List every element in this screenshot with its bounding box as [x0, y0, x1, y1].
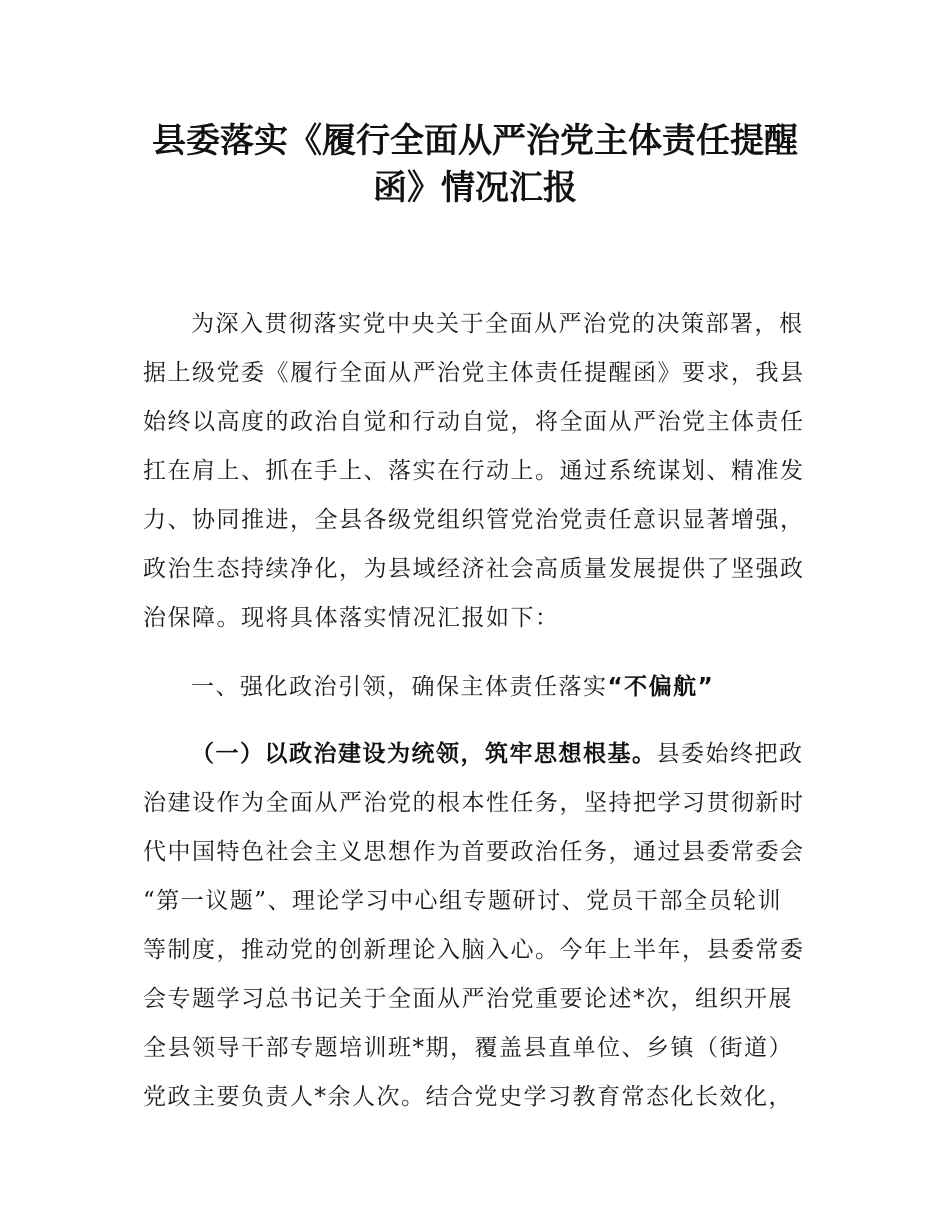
- subsection-line: 党政主要负责人*余人次。结合党史学习教育常态化长效化，: [143, 1084, 793, 1110]
- subsection-line: 治建设作为全面从严治党的根本性任务，坚持把学习贯彻新时: [143, 790, 805, 816]
- subsection-line: “第一议题”、理论学习中心组专题研讨、党员干部全员轮训: [143, 888, 783, 914]
- subsection-first-line: [143, 730, 813, 779]
- document-title-line-1: 县委落实《履行全面从严治党主体责任提醒: [152, 121, 798, 161]
- subsection-line: 等制度，推动党的创新理论入脑入心。今年上半年，县委常委: [143, 937, 805, 963]
- intro-line: 政治生态持续净化，为县域经济社会高质量发展提供了坚强政: [143, 556, 805, 582]
- intro-paragraph: [143, 300, 813, 643]
- section-heading: [143, 663, 813, 712]
- subsection-line: 会专题学习总书记关于全面从严治党重要论述*次，组织开展: [143, 986, 793, 1012]
- subsection-first-line-rest: 县委始终把政: [656, 741, 804, 767]
- subsection-lead-heading: （一）以政治建设为统领，筑牢思想根基。: [191, 741, 657, 767]
- document-title-line-2: 函》情况汇报: [373, 168, 577, 208]
- section-heading-text: 一、强化政治引领，确保主体责任落实: [191, 674, 608, 700]
- intro-line: 始终以高度的政治自觉和行动自觉，将全面从严治党主体责任: [143, 409, 805, 435]
- subsection-line: 代中国特色社会主义思想作为首要政治任务，通过县委常委会: [143, 839, 805, 865]
- intro-line: 据上级党委《履行全面从严治党主体责任提醒函》要求，我县: [143, 360, 805, 386]
- subsection-line: 全县领导干部专题培训班*期，覆盖县直单位、乡镇（街道）: [143, 1035, 793, 1061]
- section-heading-line: [143, 663, 813, 712]
- intro-line: 治保障。现将具体落实情况汇报如下：: [143, 605, 560, 631]
- section-heading-emphasis: “不偏航”: [607, 674, 715, 700]
- intro-line: 扛在肩上、抓在手上、落实在行动上。通过系统谋划、精准发: [143, 458, 805, 484]
- subsection-paragraph: [143, 730, 813, 1122]
- intro-line: 为深入贯彻落实党中央关于全面从严治党的决策部署，根: [191, 311, 804, 337]
- intro-line: 力、协同推进，全县各级党组织管党治党责任意识显著增强，: [143, 507, 805, 533]
